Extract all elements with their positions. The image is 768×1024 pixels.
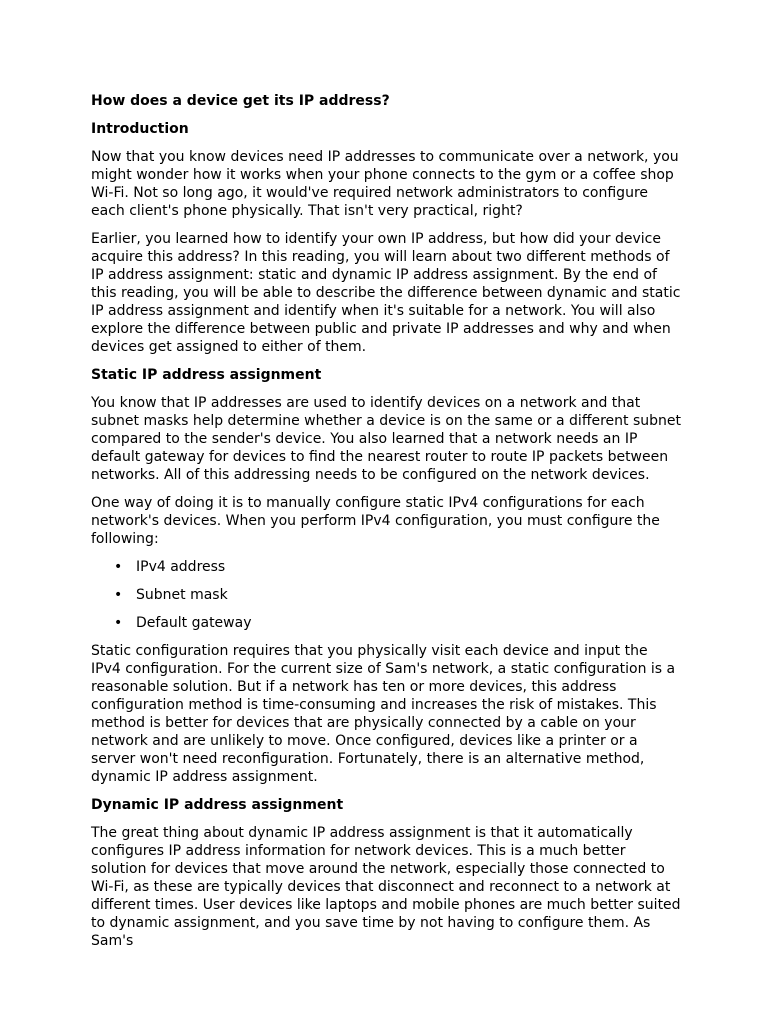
ipv4-config-list xyxy=(91,558,681,632)
paragraph: Earlier, you learned how to identify your own IP address, but how did your device acquire this address? In this reading, you will learn about two different methods of IP address assignment: static and dynamic IP address assignment. By the end of this reading, you will be able to describe the difference between dynamic and static IP address assignment and identify when it's suitable for a network. You will also explore the difference between public and private IP addresses and why and when devices get assigned to either of them. xyxy=(91,231,681,355)
paragraph: One way of doing it is to manually configure static IPv4 configurations for each network's devices. When you perform IPv4 configuration, you must configure the following: xyxy=(91,495,660,547)
list-item: • Default gateway xyxy=(136,614,681,632)
paragraph: Now that you know devices need IP addresses to communicate over a network, you might wonder how it works when your phone connects to the gym or a coffee shop Wi-Fi. Not so long ago, it would've required network administrators to configure each client's phone physically. That isn't very practical, right? xyxy=(91,149,679,219)
document-page xyxy=(91,92,681,949)
paragraph: The great thing about dynamic IP address assignment is that it automatically configures IP address information for network devices. This is a much better solution for devices that move around the network, especially those connected to Wi-Fi, as these are typically devices that disconnect and reconnect to a network at different times. User devices like laptops and mobile phones are much better suited to dynamic assignment, and you save time by not having to configure them. As Sam's xyxy=(91,825,681,949)
paragraph: You know that IP addresses are used to identify devices on a network and that subnet masks help determine whether a device is on the same or a different subnet compared to the sender's device. You also learned that a network needs an IP default gateway for devices to find the nearest router to route IP packets between networks. All of this addressing needs to be configured on the network devices. xyxy=(91,395,681,483)
list-item: • Subnet mask xyxy=(136,586,681,604)
section-heading-static: Static IP address assignment xyxy=(91,367,322,383)
paragraph: Static configuration requires that you physically visit each device and input the IPv4 configuration. For the current size of Sam's network, a static configuration is a reasonable solution. But if a network has ten or more devices, this address configuration method is time-consuming and increases the risk of mistakes. This method is better for devices that are physically connected by a cable on your network and are unlikely to move. Once configured, devices like a printer or a server won't need reconfiguration. Fortunately, there is an alternative method, dynamic IP address assignment. xyxy=(91,643,676,785)
list-item: • IPv4 address xyxy=(136,558,681,576)
section-heading-introduction: Introduction xyxy=(91,121,189,137)
document-title: How does a device get its IP address? xyxy=(91,93,390,109)
section-heading-dynamic: Dynamic IP address assignment xyxy=(91,797,344,813)
